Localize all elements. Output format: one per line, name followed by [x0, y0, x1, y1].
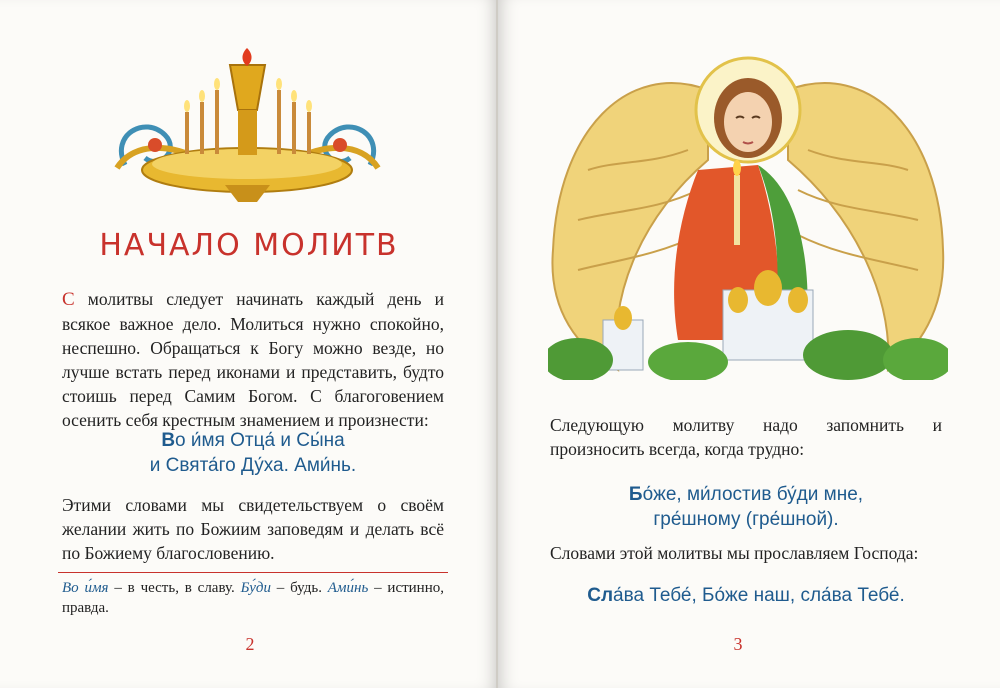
prayer-line-1 — [550, 482, 942, 507]
prayer-line-2: гре́шному (гре́шной). — [653, 509, 839, 530]
chapter-title: НАЧАЛО МОЛИТВ — [99, 228, 399, 263]
page-number-right: 3 — [733, 634, 743, 654]
right-page — [498, 0, 1000, 688]
prayer-glory — [550, 583, 942, 608]
footnote-definition: – истинно, правда. — [62, 580, 444, 616]
prayer-lead-letter: В — [161, 430, 176, 451]
footnote-definition: – в честь, в славу. — [108, 580, 241, 596]
angel-illustration — [548, 50, 948, 380]
intro-paragraph — [62, 287, 444, 432]
footnote-divider — [58, 572, 448, 573]
prayer-mercy — [550, 482, 942, 532]
footnote-definition: – будь. — [270, 580, 328, 596]
memorize-paragraph: Следующую молитву надо запомнить и произносить всегда, когда трудно: — [550, 415, 942, 459]
candelabra-illustration — [105, 40, 390, 205]
footnote — [62, 578, 444, 618]
footnote-term: Ами́нь — [327, 580, 369, 596]
prayer-line-1-text: о́же, ми́лостив бу́ди мне, — [642, 484, 864, 505]
intro-text: молитвы следует начинать каждый день и всякое важное дело. Молиться нужно спокойно, неспешно. Обращаться к Богу можно везде, но лучше встать перед иконами и представить, будто стоишь перед Самим Богом. С благоговением осенить себя крестным знамением и произнести: — [62, 289, 444, 430]
left-page — [0, 0, 498, 688]
prayer-invocation — [62, 428, 444, 478]
prayer-lead-letter: Б — [628, 484, 643, 505]
glorify-paragraph: Словами этой молитвы мы прославляем Господа: — [550, 543, 919, 563]
prayer-line-2: и Свята́го Ду́ха. Ами́нь. — [149, 455, 357, 476]
footnote-term: Во и́мя — [62, 580, 109, 596]
explanation-paragraph: Этими словами мы свидетельствуем о своём желании жить по Божиим заповедям и делать всё по Божиему благословению. — [62, 495, 444, 563]
prayer-line-1-text: о и́мя Отца́ и Сы́на — [175, 430, 345, 451]
footnote-term: Бу́ди — [240, 580, 271, 596]
prayer-lead-letter: Сл — [587, 585, 614, 606]
prayer-line-1 — [62, 428, 444, 453]
page-number-left: 2 — [245, 634, 255, 654]
drop-cap: С — [62, 289, 75, 310]
prayer-glory-text: а́ва Тебе́, Бо́же наш, сла́ва Тебе́. — [613, 585, 905, 606]
